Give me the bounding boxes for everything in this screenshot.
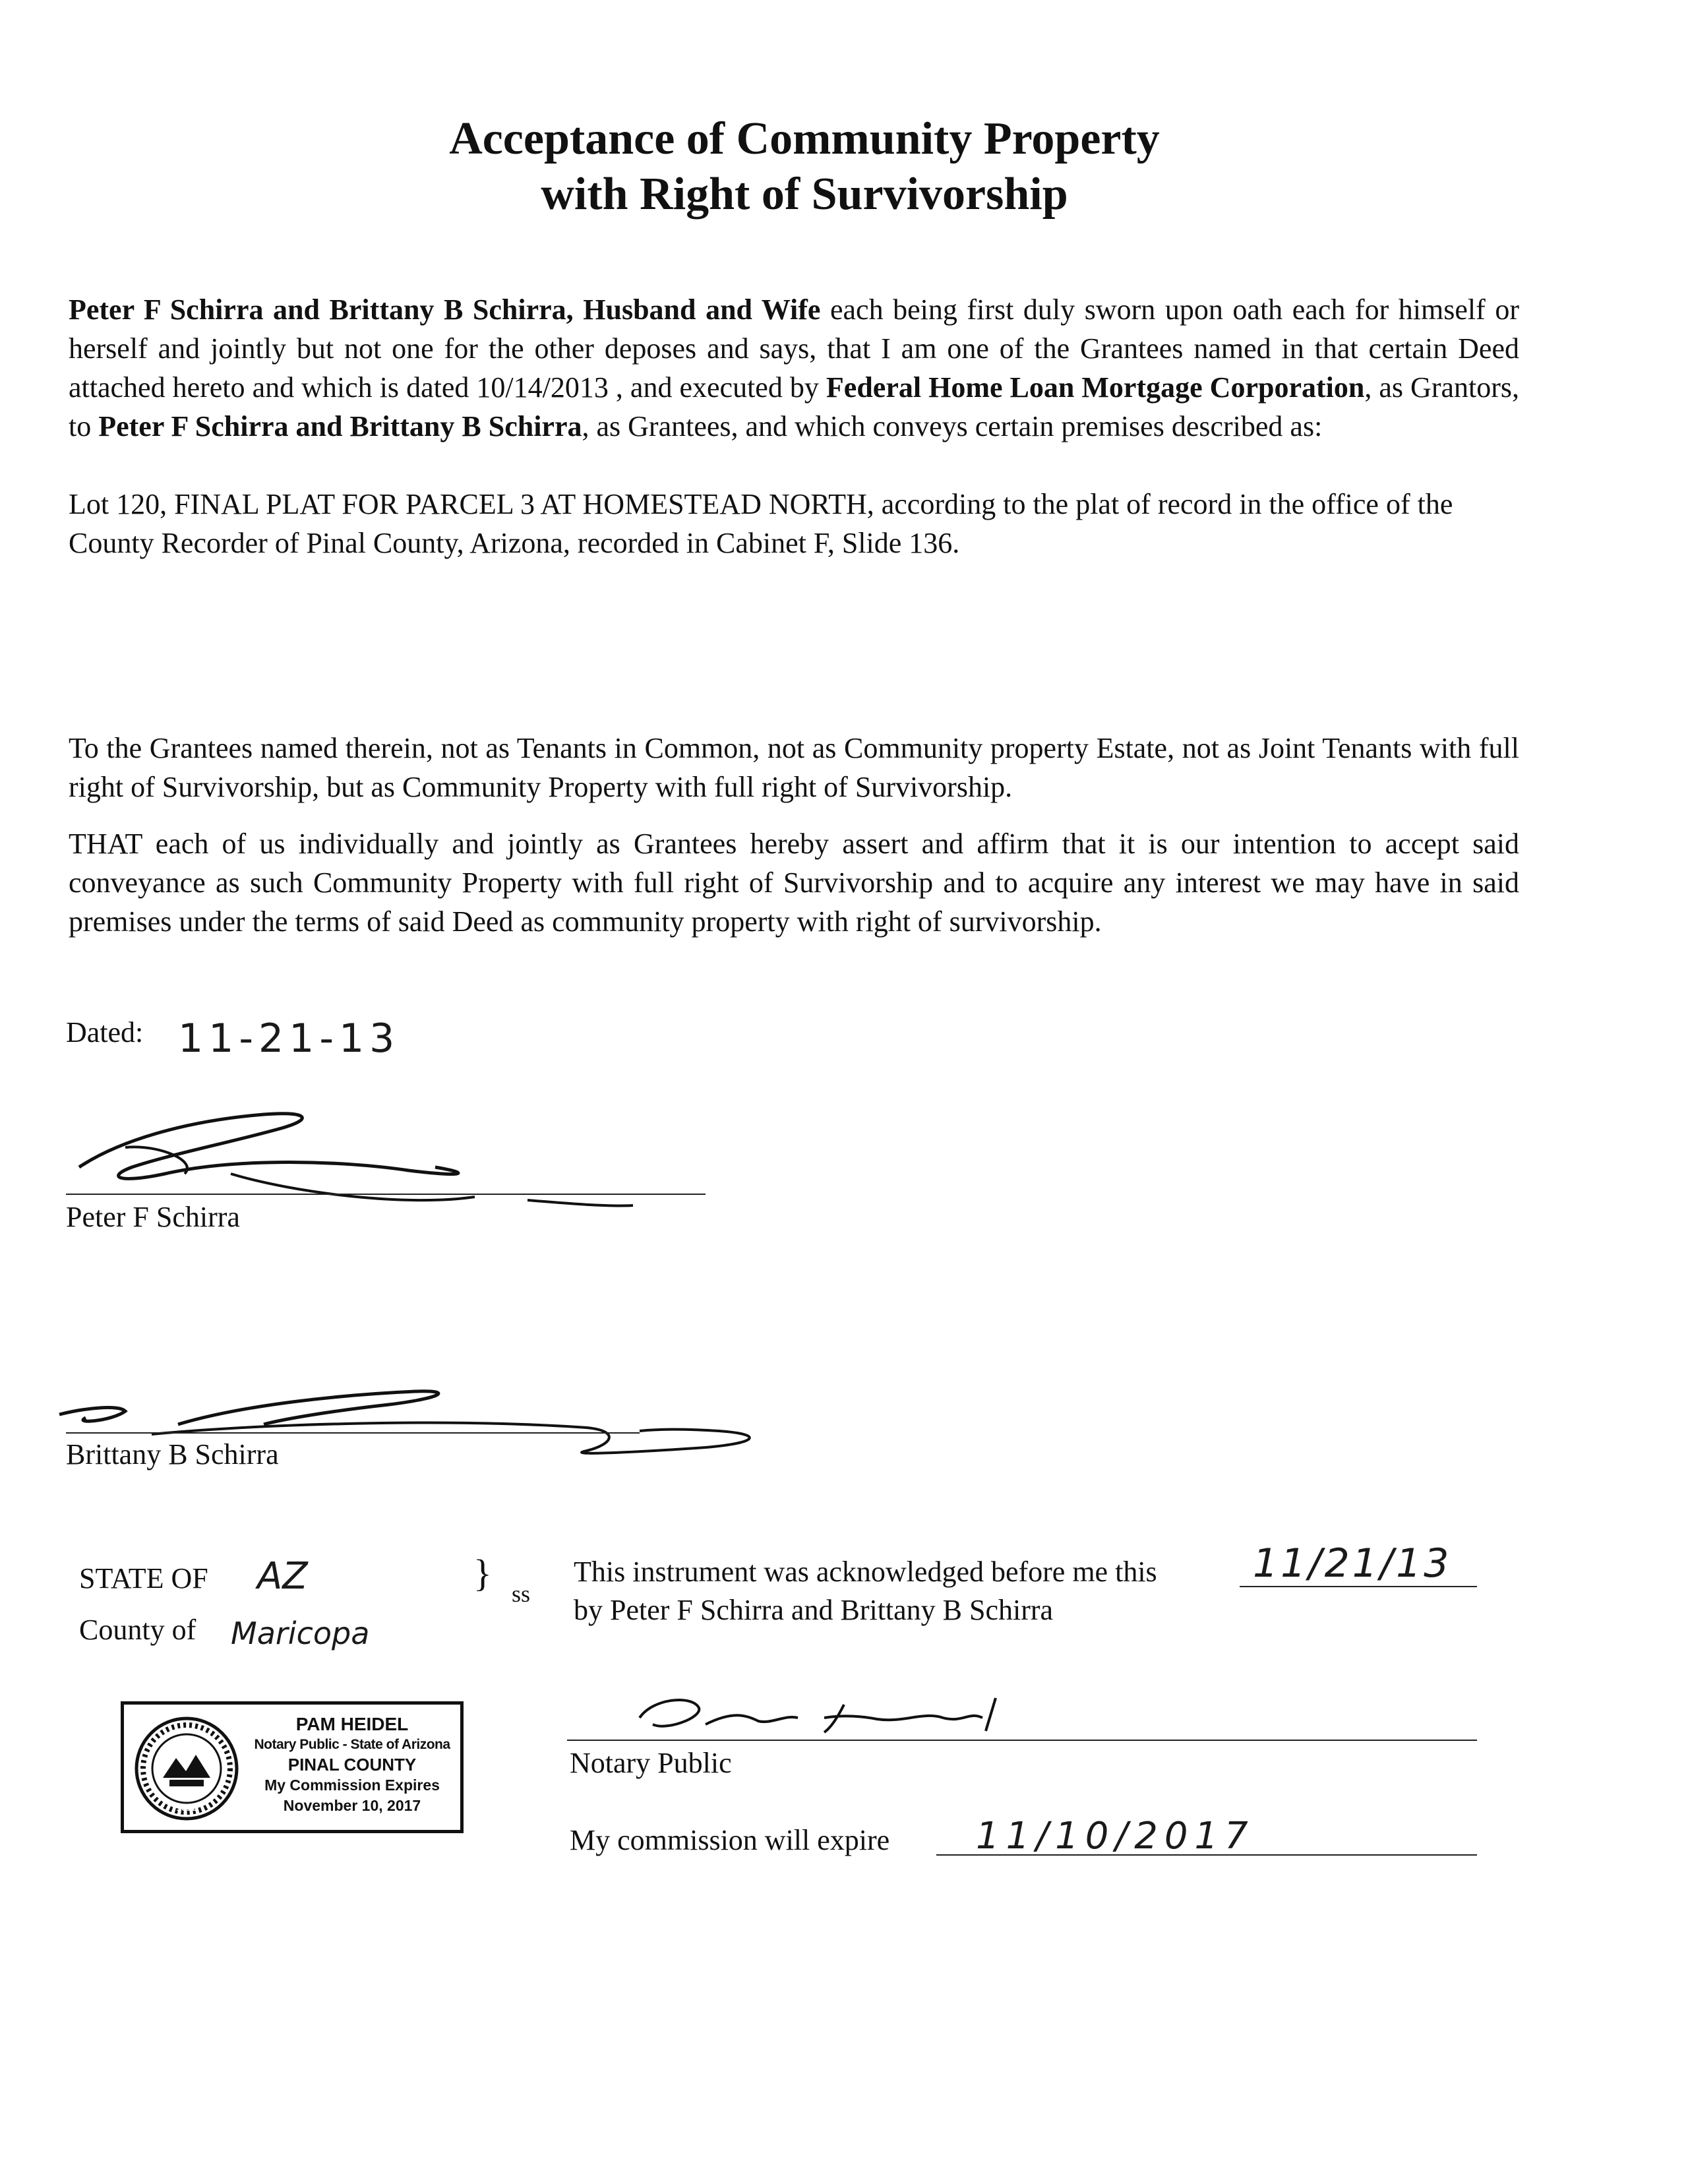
ss-label: ss (512, 1581, 531, 1607)
document-title-line1: Acceptance of Community Property (449, 113, 1160, 164)
notary-commission-date: November 10, 2017 (283, 1797, 421, 1814)
statement-text-1: each being first duly sworn upon oath each for himself or herself and jointly but not one for the other deposes and says, that I am one of the Grantees named in that certain Deed attached hereto and which is dated 10/14/2013 , and executed by (69, 293, 1519, 404)
svg-text:1912: 1912 (176, 1802, 197, 1813)
signer-name-brittany: Brittany B Schirra (66, 1438, 279, 1471)
tenancy-paragraph: To the Grantees named therein, not as Tenants in Common, not as Community property Estate, not as Joint Tenants with full right of Survivorship, but as Community Property with full right of Survivorship. (69, 732, 1519, 803)
dated-label: Dated: (66, 1016, 144, 1048)
state-seal-icon (133, 1715, 240, 1822)
sworn-statement-paragraph (69, 290, 1519, 446)
acknowledgement-text: This instrument was acknowledged before me this (574, 1556, 1157, 1588)
statement-text-2: , as Grantors, to (69, 371, 1520, 442)
notary-commission-label: My Commission Expires (264, 1776, 440, 1794)
grantor-name: Federal Home Loan Mortgage Corporation (826, 371, 1365, 404)
acknowledgement-date-line (1240, 1586, 1477, 1587)
notary-stamp (121, 1701, 464, 1833)
notary-signature-line (567, 1740, 1477, 1741)
grantees-heading-names: Peter F Schirra and Brittany B Schirra, Husband and Wife (69, 293, 821, 326)
commission-label: My commission will expire (570, 1824, 890, 1856)
venue-brace: } (473, 1552, 492, 1594)
peter-signature-scribble (66, 1095, 659, 1207)
document-title-line2: with Right of Survivorship (541, 169, 1068, 220)
dated-handwritten-value: 11-21-13 (178, 1016, 400, 1062)
notary-name: PAM HEIDEL (295, 1714, 409, 1734)
notary-county: PINAL COUNTY (287, 1755, 417, 1774)
acknowledgement-date: 11/21/13 (1253, 1540, 1452, 1587)
statement-text-3: , as Grantees, and which conveys certain premises described as: (582, 410, 1323, 442)
commission-date-line (936, 1854, 1477, 1856)
notary-stamp-text (241, 1714, 463, 1816)
county-handwritten-value: Maricopa (231, 1616, 370, 1651)
state-handwritten-value: AZ (257, 1555, 308, 1598)
legal-description: Lot 120, FINAL PLAT FOR PARCEL 3 AT HOMESTEAD NORTH, according to the plat of record in the office of the County Recorder of Pinal County, Arizona, recorded in Cabinet F, Slide 136. (69, 488, 1453, 559)
signature-line-brittany (66, 1432, 640, 1434)
notary-public-label: Notary Public (570, 1747, 732, 1779)
affirmation-paragraph: THAT each of us individually and jointly as Grantees hereby assert and affirm that it is our intention to accept said conveyance as such Community Property with full right of Survivorship and to acquire any interest we may have in said premises under the terms of said Deed as community property with right of survivorship. (69, 828, 1519, 938)
state-label: STATE OF (79, 1562, 208, 1594)
county-label: County of (79, 1614, 196, 1646)
signature-line-peter (66, 1194, 706, 1195)
acknowledged-by: by Peter F Schirra and Brittany B Schirra (574, 1594, 1054, 1626)
grantee-names: Peter F Schirra and Brittany B Schirra (98, 410, 582, 442)
commission-handwritten-date: 11/10/2017 (976, 1815, 1255, 1858)
signer-name-peter: Peter F Schirra (66, 1201, 240, 1233)
notary-signature-scribble (626, 1685, 1088, 1751)
notary-state: Notary Public - State of Arizona (254, 1737, 450, 1752)
